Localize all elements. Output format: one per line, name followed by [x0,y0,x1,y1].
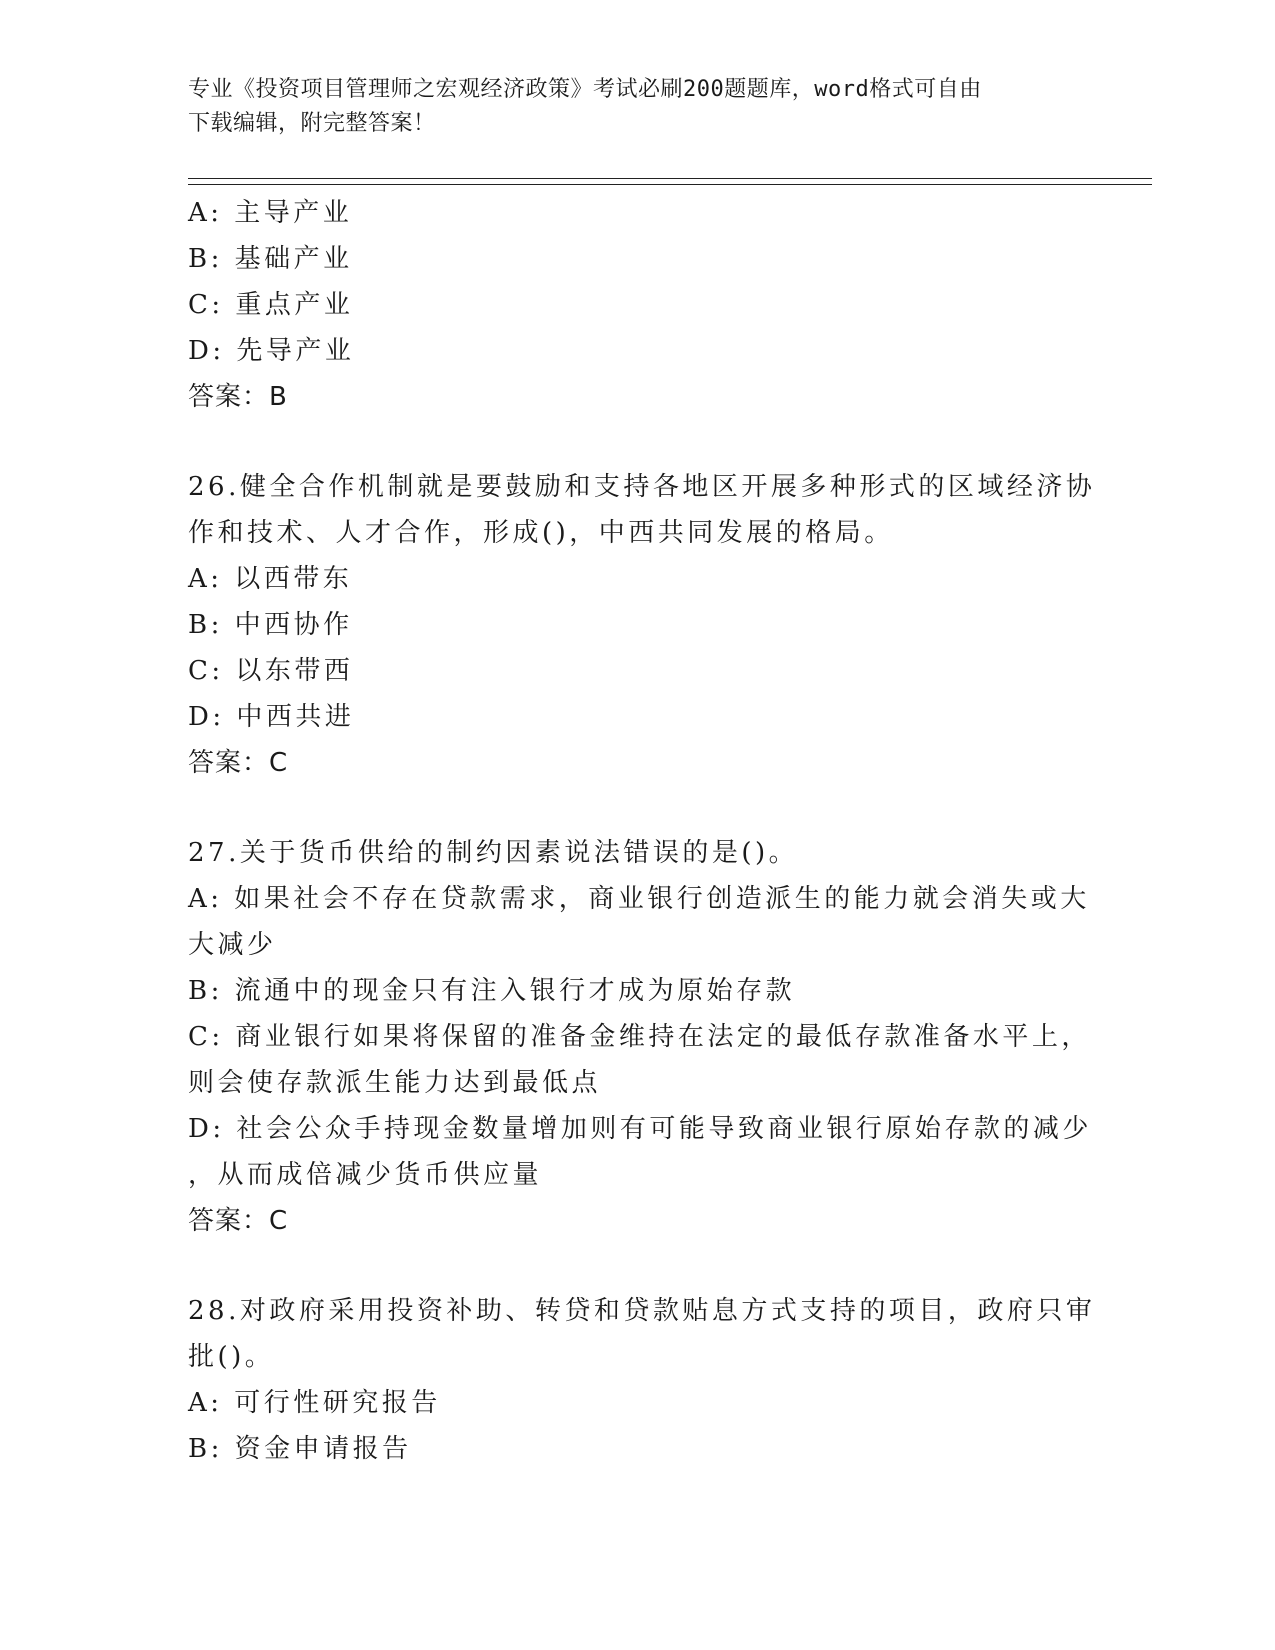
header-line-2: 下载编辑，附完整答案！ [188,111,436,136]
option-b: B: 流通中的现金只有注入银行才成为原始存款 [188,976,796,1006]
question-stem-line: 28.对政府采用投资补助、转贷和贷款贴息方式支持的项目，政府只审 [188,1296,1096,1326]
question-stem-line: 26.健全合作机制就是要鼓励和支持各地区开展多种形式的区域经济协 [188,472,1096,502]
question-stem-line: 批()。 [188,1342,275,1372]
option-b: B: 中西协作 [188,610,353,640]
option-a: A: 如果社会不存在贷款需求，商业银行创造派生的能力就会消失或大 [188,884,1090,914]
question-list [188,190,1096,1472]
option-a: A: 主导产业 [188,198,353,228]
answer: 答案：C [188,1206,289,1236]
option-c: C: 以东带西 [188,656,354,686]
question-stem-line: 27.关于货币供给的制约因素说法错误的是()。 [188,838,799,868]
header-divider-bottom [188,184,1152,185]
header-line-1: 专业《投资项目管理师之宏观经济政策》考试必刷200题题库，word格式可自由 [188,77,982,102]
question-spacer [188,1244,1088,1288]
option-a-continued: 大减少 [188,930,277,960]
question-28 [188,1288,1096,1472]
option-b: B: 资金申请报告 [188,1434,412,1464]
question-27 [188,830,1092,1244]
document-header [188,73,1068,141]
option-d: D: 先导产业 [188,336,355,366]
option-a: A: 可行性研究报告 [188,1388,441,1418]
option-d-continued: ，从而成倍减少货币供应量 [188,1160,543,1190]
question-spacer [188,420,1088,464]
option-a: A: 以西带东 [188,564,353,594]
option-c: C: 商业银行如果将保留的准备金维持在法定的最低存款准备水平上， [188,1022,1091,1052]
question-spacer [188,786,1088,830]
option-c-continued: 则会使存款派生能力达到最低点 [188,1068,602,1098]
question-25 [188,190,1088,420]
option-d: D: 社会公众手持现金数量增加则有可能导致商业银行原始存款的减少 [188,1114,1092,1144]
answer: 答案：B [188,382,288,412]
header-divider-top [188,178,1152,179]
question-26 [188,464,1096,786]
answer: 答案：C [188,748,289,778]
option-d: D: 中西共进 [188,702,355,732]
question-stem-line: 作和技术、人才合作，形成()，中西共同发展的格局。 [188,518,894,548]
option-b: B: 基础产业 [188,244,353,274]
option-c: C: 重点产业 [188,290,354,320]
